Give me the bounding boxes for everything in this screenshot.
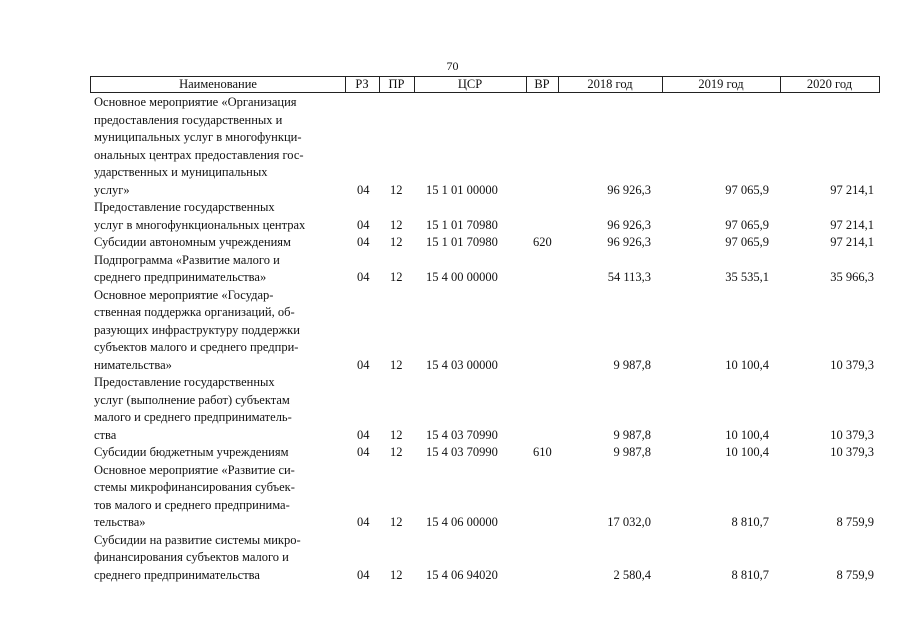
row-pr: 12 [390,270,403,284]
row-rz: 04 [357,357,370,372]
row-value-2019: 97 065,9 [725,217,769,232]
row-name-line: ональных центрах предоставления гос- [94,147,304,162]
row-rz: 04 [357,217,370,232]
row-value-2018: 9 987,8 [613,445,651,459]
row-value-2019: 8 810,7 [731,515,769,529]
row-name-line: ства [94,427,117,442]
row-value-2018: 9 987,8 [613,427,651,442]
row-csr: 15 1 01 70980 [426,235,498,249]
row-name [94,252,346,287]
table-row [0,444,905,462]
row-value-2018: 2 580,4 [613,567,651,582]
row-csr: 15 1 01 70980 [426,217,498,232]
row-name-line: услуг (выполнение работ) субъектам [94,392,290,407]
table-row [0,287,905,375]
row-rz: 04 [357,270,370,284]
row-csr: 15 4 03 00000 [426,357,498,372]
row-value-2020: 10 379,3 [830,445,874,459]
row-pr: 12 [390,235,403,249]
row-pr: 12 [390,182,403,197]
table-row [0,94,905,199]
row-csr: 15 4 06 00000 [426,515,498,529]
row-name-line: среднего предпринимательства [94,567,260,582]
row-value-2019: 10 100,4 [725,357,769,372]
row-value-2019: 97 065,9 [725,182,769,197]
row-name-line: предоставления государственных и [94,112,283,127]
row-name [94,94,346,199]
row-value-2019: 10 100,4 [725,445,769,459]
row-value-2019: 8 810,7 [731,567,769,582]
row-name [94,234,346,252]
table-row [0,462,905,532]
row-value-2018: 96 926,3 [607,235,651,249]
row-name-line: Субсидии на развитие системы микро- [94,532,301,547]
row-value-2020: 97 214,1 [830,217,874,232]
row-pr: 12 [390,357,403,372]
row-name-line: Субсидии бюджетным учреждениям [94,445,289,459]
row-name-line: нимательства» [94,357,172,372]
row-csr: 15 4 03 70990 [426,445,498,459]
row-name-line: разующих инфраструктуру поддержки [94,322,300,337]
row-name-line: финансирования субъектов малого и [94,550,289,564]
row-value-2020: 10 379,3 [830,357,874,372]
row-value-2020: 35 966,3 [830,270,874,284]
header-csr: ЦСР [457,77,483,91]
row-rz: 04 [357,445,370,459]
row-value-2019: 97 065,9 [725,235,769,249]
header-vr: ВР [534,77,550,91]
row-value-2018: 17 032,0 [607,515,651,529]
row-name-line: услуг» [94,182,130,197]
row-csr: 15 4 06 94020 [426,567,498,582]
row-rz: 04 [357,427,370,442]
row-name-line: ударственных и муниципальных [94,165,268,179]
header-name: Наименование [179,77,257,91]
row-value-2020: 8 759,9 [836,515,874,529]
row-pr: 12 [390,567,403,582]
row-name [94,374,346,444]
header-2018: 2018 год [587,77,633,91]
row-value-2018: 96 926,3 [607,182,651,197]
row-name-line: Субсидии автономным учреждениям [94,235,291,249]
header-2019: 2019 год [698,77,744,91]
header-2020: 2020 год [806,77,853,91]
row-name-line: услуг в многофункциональных центрах [94,217,306,232]
row-name [94,532,346,585]
row-pr: 12 [390,445,403,459]
row-value-2018: 9 987,8 [613,357,651,372]
row-csr: 15 4 03 70990 [426,427,498,442]
table-header [90,76,880,93]
table-row [0,199,905,234]
page-number: 70 [446,59,459,73]
row-value-2019: 10 100,4 [725,427,769,442]
row-vr: 620 [533,235,552,249]
row-name-line: субъектов малого и среднего предпри- [94,340,299,354]
table-row [0,252,905,287]
row-name-line: малого и среднего предприниматель- [94,410,292,424]
row-name-line: стемы микрофинансирования субъек- [94,480,295,494]
table-row [0,234,905,252]
row-value-2020: 97 214,1 [830,235,874,249]
header-pr: ПР [388,77,405,91]
row-rz: 04 [357,515,370,529]
row-value-2020: 8 759,9 [836,567,874,582]
row-name-line: тов малого и среднего предпринима- [94,497,290,512]
row-rz: 04 [357,182,370,197]
table-row [0,532,905,585]
header-rz: РЗ [355,77,369,91]
row-name [94,287,346,375]
row-csr: 15 1 01 00000 [426,182,498,197]
row-csr: 15 4 00 00000 [426,270,498,284]
row-pr: 12 [390,217,403,232]
table-row [0,374,905,444]
row-name-line: муниципальных услуг в многофункци- [94,130,302,144]
row-name-line: Основное мероприятие «Государ- [94,287,274,302]
row-name-line: тельства» [94,515,146,529]
row-rz: 04 [357,235,370,249]
row-name [94,444,346,462]
row-vr: 610 [533,445,552,459]
row-value-2020: 10 379,3 [830,427,874,442]
row-name-line: Предоставление государственных [94,375,275,389]
row-pr: 12 [390,515,403,529]
row-value-2018: 96 926,3 [607,217,651,232]
row-value-2019: 35 535,1 [725,270,769,284]
row-name-line: Основное мероприятие «Развитие си- [94,462,295,477]
row-pr: 12 [390,427,403,442]
row-value-2018: 54 113,3 [607,270,651,284]
row-rz: 04 [357,567,370,582]
row-value-2020: 97 214,1 [830,182,874,197]
row-name-line: Предоставление государственных [94,200,275,214]
row-name [94,462,346,532]
row-name-line: Подпрограмма «Развитие малого и [94,252,280,267]
row-name [94,199,346,234]
row-name-line: ственная поддержка организаций, об- [94,305,295,319]
row-name-line: Основное мероприятие «Организация [94,95,297,109]
row-name-line: среднего предпринимательства» [94,270,267,284]
